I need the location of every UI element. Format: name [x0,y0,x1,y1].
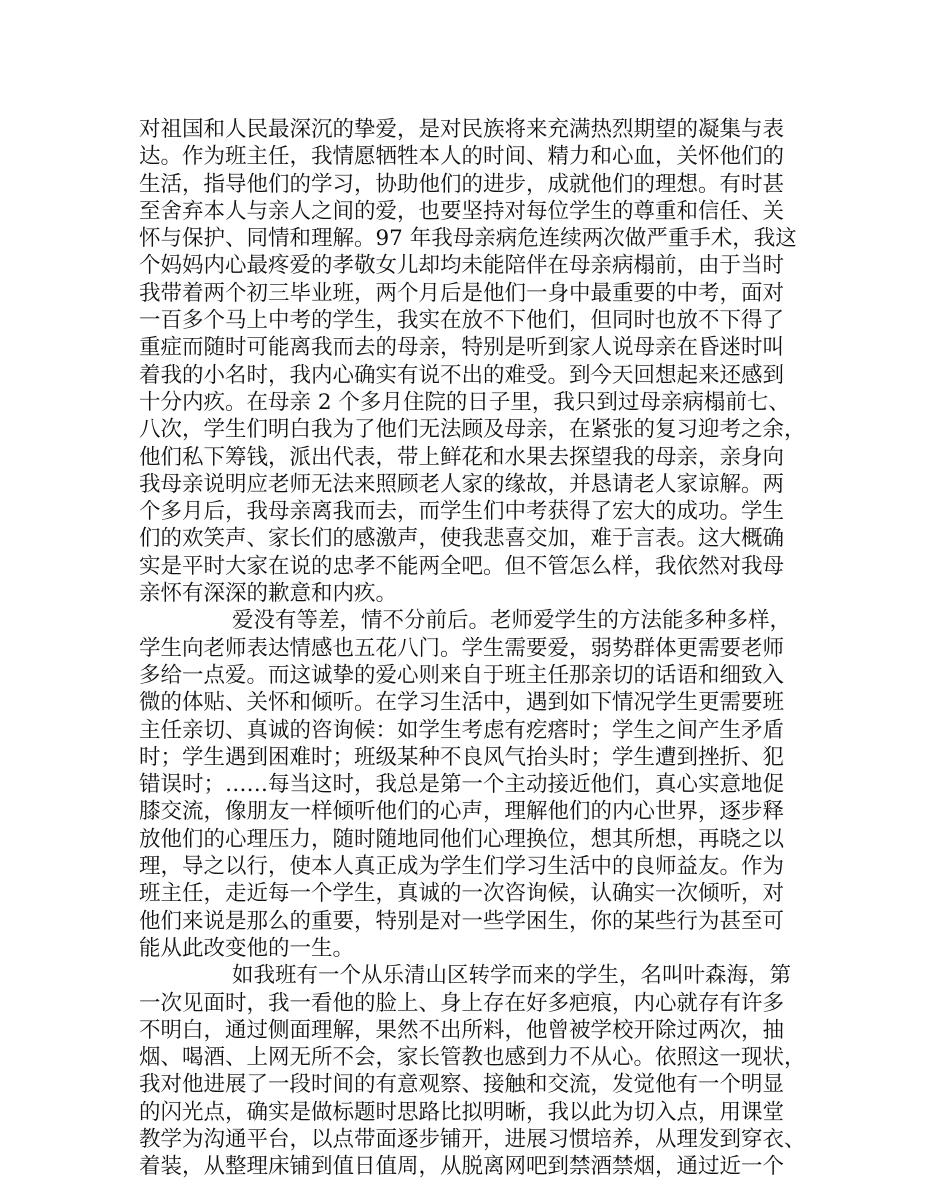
text-line: 学生向老师表达情感也五花八门。学生需要爱，弱势群体更需要老师 [139,635,785,661]
paragraph-first-line: 如我班有一个从乐清山区转学而来的学生，名叫叶森海，第 [232,963,792,989]
text-line: 的闪光点，确实是做标题时思路比拟明晰，我以此为切入点，用课堂 [139,1099,785,1125]
text-line: 一百多个马上中考的学生，我实在放不下他们，但同时也放不下得了 [139,308,785,334]
text-line: 怀与保护、同情和理解。97 年我母亲病危连续两次做严重手术，我这 [139,226,797,252]
text-line: 烟、喝酒、上网无所不会，家长管教也感到力不从心。依照这一现状， [139,1045,806,1071]
text-line: 不明白，通过侧面理解，果然不出所料，他曾被学校开除过两次，抽 [139,1017,785,1043]
text-line: 对祖国和人民最深沉的挚爱，是对民族将来充满热烈期望的凝集与表 [139,117,785,142]
text-line: 错误时；……每当这时，我总是第一个主动接近他们，真心实意地促 [139,772,785,798]
text-line: 至舍弃本人与亲人之间的爱，也要坚持对每位学生的尊重和信任、关 [139,198,785,224]
text-line: 个妈妈内心最疼爱的孝敬女儿却均未能陪伴在母亲病榻前，由于当时 [139,253,785,279]
text-line: 亲怀有深深的歉意和内疚。 [139,581,398,607]
text-line: 达。作为班主任，我情愿牺牲本人的时间、精力和心血，关怀他们的 [139,144,785,170]
text-line: 他们来说是那么的重要，特别是对一些学困生，你的某些行为甚至可 [139,908,785,934]
text-line: 理，导之以行，使本人真正成为学生们学习生活中的良师益友。作为 [139,854,785,880]
text-line: 我对他进展了一段时间的有意观察、接触和交流，发觉他有一个明显 [139,1072,785,1098]
text-line: 微的体贴、关怀和倾听。在学习生活中，遇到如下情况学生更需要班 [139,690,785,716]
text-line: 着装，从整理床铺到值日值周，从脱离网吧到禁酒禁烟，通过近一个 [139,1154,785,1180]
text-line: 放他们的心理压力，随时随地同他们心理换位，想其所想，再晓之以 [139,826,785,852]
text-line: 重症而随时可能离我而去的母亲，特别是听到家人说母亲在昏迷时叫 [139,335,785,361]
text-line: 实是平时大家在说的忠孝不能两全吧。但不管怎么样，我依然对我母 [139,553,785,579]
text-line: 多给一点爱。而这诚挚的爱心则来自于班主任那亲切的话语和细致入 [139,662,785,688]
text-line: 主任亲切、真诚的咨询候：如学生考虑有疙瘩时；学生之间产生矛盾 [139,717,785,743]
text-line: 我带着两个初三毕业班，两个月后是他们一身中最重要的中考，面对 [139,280,785,306]
paragraph-first-line: 爱没有等差，情不分前后。老师爱学生的方法能多种多样， [232,608,792,634]
text-line: 教学为沟通平台，以点带面逐步铺开，进展习惯培养，从理发到穿衣、 [139,1126,806,1152]
text-line: 我母亲说明应老师无法来照顾老人家的缘故，并恳请老人家谅解。两 [139,471,785,497]
text-line: 们的欢笑声、家长们的感激声，使我悲喜交加，难于言表。这大概确 [139,526,785,552]
text-line: 生活，指导他们的学习，协助他们的进步，成就他们的理想。有时甚 [139,171,785,197]
text-line: 能从此改变他的一生。 [139,935,355,961]
text-line: 十分内疚。在母亲 2 个多月住院的日子里，我只到过母亲病榻前七、 [139,389,790,415]
text-line: 着我的小名时，我内心确实有说不出的难受。到今天回想起来还感到 [139,362,785,388]
body-text [139,116,819,1181]
text-line: 班主任，走近每一个学生，真诚的一次咨询候，认确实一次倾听，对 [139,881,785,907]
text-line: 一次见面时，我一看他的脸上、身上存在好多疤痕，内心就存有许多 [139,990,785,1016]
text-line: 时；学生遇到困难时；班级某种不良风气抬头时；学生遭到挫折、犯 [139,744,785,770]
text-line: 他们私下筹钱，派出代表，带上鲜花和水果去探望我的母亲，亲身向 [139,444,785,470]
text-line: 个多月后，我母亲离我而去，而学生们中考获得了宏大的成功。学生 [139,499,785,525]
text-line: 膝交流，像朋友一样倾听他们的心声，理解他们的内心世界，逐步释 [139,799,785,825]
text-line: 八次，学生们明白我为了他们无法顾及母亲，在紧张的复习迎考之余， [139,417,806,443]
